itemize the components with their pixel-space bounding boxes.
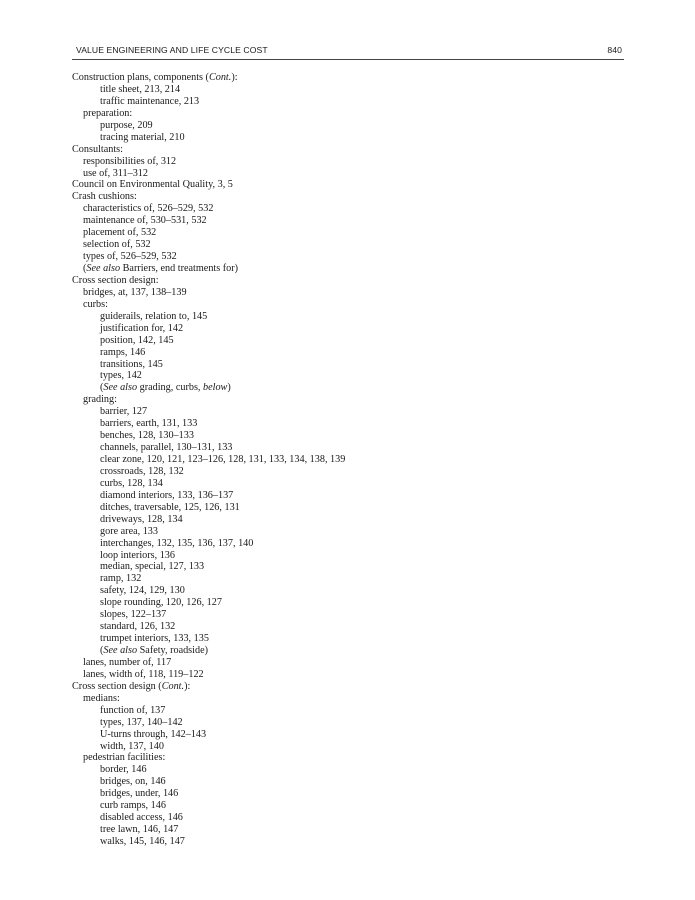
index-text: Safety, roadside) (137, 645, 208, 656)
index-subentry (72, 203, 624, 215)
index-text: grading: (83, 394, 117, 406)
index-text: walks, 145, 146, 147 (100, 836, 185, 847)
index-text: disabled access, 146 (100, 812, 183, 824)
index-text: curbs, 128, 134 (100, 477, 163, 489)
index-text: curb ramps, 146 (100, 800, 166, 812)
index-subsubentry (72, 311, 624, 323)
index-subsubentry (72, 132, 624, 144)
index-subsubentry (72, 585, 624, 597)
index-subentry (72, 227, 624, 239)
index-subentry (72, 657, 624, 669)
index-subsubentry (72, 561, 624, 573)
index-heading (72, 72, 624, 84)
index-text: preparation: (83, 107, 133, 119)
index-text: traffic maintenance, 213 (100, 95, 200, 107)
index-text: ditches, traversable, 125, 126, 131 (100, 501, 240, 513)
index-text-italic: See also (86, 263, 121, 274)
index-text: barriers, earth, 131, 133 (100, 418, 198, 430)
index-text: Crash cushions: (72, 191, 137, 203)
index-subsubentry (72, 597, 624, 609)
index-subsubentry (72, 514, 624, 526)
index-text: function of, 137 (100, 704, 166, 716)
index-text: responsibilities of, 312 (83, 155, 177, 167)
index-subsubentry (72, 418, 624, 430)
index-subsubentry (72, 382, 624, 394)
index-subentry (72, 287, 624, 299)
index-text: ramp, 132 (100, 573, 142, 585)
index-text: trumpet interiors, 133, 135 (100, 633, 209, 645)
index-text: bridges, on, 146 (100, 776, 166, 788)
index-subentry (72, 215, 624, 227)
index-subentry (72, 669, 624, 681)
index-subsubentry (72, 609, 624, 621)
index-subsubentry (72, 633, 624, 645)
index-subsubentry (72, 490, 624, 502)
index-text: Consultants: (72, 143, 123, 155)
index-text-italic: See also (103, 382, 138, 394)
index-subentry (72, 299, 624, 311)
index-subentry (72, 263, 624, 275)
index-subsubentry (72, 812, 624, 824)
index-heading (72, 144, 624, 156)
index-subentry (72, 693, 624, 705)
index-text: slopes, 122–137 (100, 609, 167, 621)
index-text: position, 142, 145 (100, 334, 174, 346)
index-subentry (72, 251, 624, 263)
index-text: selection of, 532 (83, 239, 151, 251)
index-text: curbs: (83, 298, 108, 310)
index-subsubentry (72, 741, 624, 753)
index-subsubentry (72, 323, 624, 335)
index-text: median, special, 127, 133 (100, 561, 205, 573)
index-text: standard, 126, 132 (100, 621, 176, 633)
index-subsubentry (72, 800, 624, 812)
index-text: ramps, 146 (100, 346, 146, 358)
index-text: guiderails, relation to, 145 (100, 310, 208, 322)
index-text-italic: Cont. (208, 72, 232, 83)
index-text: purpose, 209 (100, 119, 153, 131)
index-heading (72, 681, 624, 693)
index-text: ): (184, 680, 191, 692)
index-text: types, 137, 140–142 (100, 716, 183, 728)
index-subsubentry (72, 120, 624, 132)
index-text: justification for, 142 (100, 322, 184, 334)
running-header-title: VALUE ENGINEERING AND LIFE CYCLE COST (76, 45, 268, 55)
running-header (72, 41, 624, 57)
index-subsubentry (72, 776, 624, 788)
index-text: gore area, 133 (100, 525, 158, 537)
index-text: maintenance of, 530–531, 532 (83, 215, 207, 227)
index-text: types of, 526–529, 532 (83, 251, 177, 263)
index-text: driveways, 128, 134 (100, 513, 183, 525)
index-text: Cross section design: (72, 274, 159, 286)
index-subsubentry (72, 454, 624, 466)
index-text: width, 137, 140 (100, 740, 164, 752)
index-subsubentry (72, 621, 624, 633)
index-subentry (72, 108, 624, 120)
index-text: benches, 128, 130–133 (100, 430, 194, 442)
index-subsubentry (72, 645, 624, 657)
index-subentry (72, 752, 624, 764)
index-subsubentry (72, 550, 624, 562)
index-subsubentry (72, 788, 624, 800)
index-text: crossroads, 128, 132 (100, 465, 184, 477)
index-subsubentry (72, 729, 624, 741)
index-subsubentry (72, 335, 624, 347)
index-heading (72, 191, 624, 203)
index-subsubentry (72, 764, 624, 776)
index-text: barrier, 127 (100, 406, 148, 418)
index-heading (72, 275, 624, 287)
index-subsubentry (72, 705, 624, 717)
index-text-italic: Cont. (161, 680, 185, 692)
index-text: Barriers, end treatments for) (120, 263, 239, 274)
index-subsubentry (72, 96, 624, 108)
index-text: transitions, 145 (100, 358, 163, 370)
index-subsubentry (72, 430, 624, 442)
index-text: ) (227, 382, 231, 394)
index-subsubentry (72, 836, 624, 848)
index-text: ( (83, 263, 87, 274)
index-text: placement of, 532 (83, 227, 157, 239)
index-text: Construction plans, components ( (72, 72, 209, 83)
index-text: tracing material, 210 (100, 131, 185, 143)
index-subentry (72, 156, 624, 168)
index-text: clear zone, 120, 121, 123–126, 128, 131, 133, 134, 138, 139 (100, 454, 346, 465)
index-text: Cross section design ( (72, 680, 162, 692)
index-subsubentry (72, 442, 624, 454)
index-subsubentry (72, 538, 624, 550)
index-subsubentry (72, 478, 624, 490)
index-text: title sheet, 213, 214 (100, 83, 181, 95)
index-text: interchanges, 132, 135, 136, 137, 140 (100, 537, 254, 549)
index-text: loop interiors, 136 (100, 549, 175, 561)
index-subsubentry (72, 359, 624, 371)
index-subentry (72, 168, 624, 180)
index-subsubentry (72, 406, 624, 418)
index-subsubentry (72, 573, 624, 585)
index-text: use of, 311–312 (83, 167, 148, 179)
index-text: lanes, number of, 117 (83, 656, 172, 668)
index-text: medians: (83, 692, 120, 704)
index-subsubentry (72, 347, 624, 359)
index-heading (72, 179, 624, 191)
index-text: ( (100, 645, 104, 656)
index-subsubentry (72, 717, 624, 729)
header-divider (72, 59, 624, 60)
page-number: 840 (607, 45, 622, 55)
index-text: Council on Environmental Quality, 3, 5 (72, 179, 233, 191)
index-text: bridges, under, 146 (100, 788, 179, 800)
index-subsubentry (72, 84, 624, 96)
index-text: pedestrian facilities: (83, 752, 166, 764)
index-subsubentry (72, 502, 624, 514)
index-text-italic: See also (103, 645, 138, 656)
index-text: tree lawn, 146, 147 (100, 824, 179, 836)
index-text: safety, 124, 129, 130 (100, 585, 185, 597)
index-text: types, 142 (100, 370, 142, 382)
index-text: characteristics of, 526–529, 532 (83, 203, 214, 215)
index-text: slope rounding, 120, 126, 127 (100, 597, 222, 609)
index-text: grading, curbs, (137, 382, 203, 394)
index-text-italic: below (203, 382, 228, 394)
index-text: border, 146 (100, 764, 147, 776)
index-text: channels, parallel, 130–131, 133 (100, 442, 233, 454)
index-text: ( (100, 382, 104, 394)
index-text: diamond interiors, 133, 136–137 (100, 489, 234, 501)
index-text: bridges, at, 137, 138–139 (83, 286, 187, 298)
index-subsubentry (72, 466, 624, 478)
index-text: lanes, width of, 118, 119–122 (83, 668, 204, 680)
index-text: ): (231, 72, 238, 83)
index-list (72, 72, 624, 848)
index-subsubentry (72, 370, 624, 382)
index-subsubentry (72, 824, 624, 836)
index-text: U-turns through, 142–143 (100, 728, 207, 740)
index-subentry (72, 394, 624, 406)
index-subsubentry (72, 526, 624, 538)
index-subentry (72, 239, 624, 251)
